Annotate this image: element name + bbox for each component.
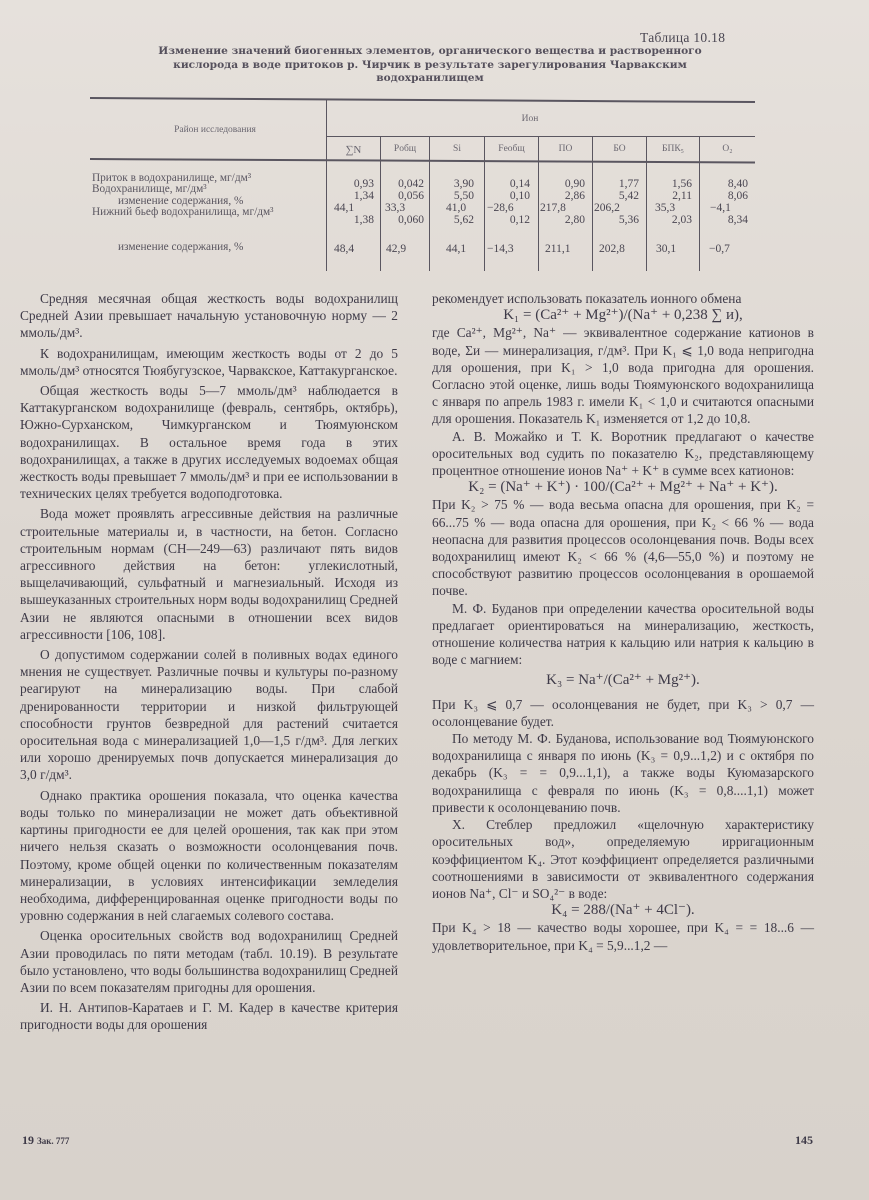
paragraph: рекомендует использовать показатель ионного обмена	[432, 291, 742, 306]
header-region: Район исследования	[174, 125, 256, 135]
table-top-rule	[90, 97, 755, 103]
table-header-mid-rule	[327, 136, 755, 137]
table-cell: −0,7	[709, 243, 730, 255]
row-label: Нижний бьеф водохранилища, мг/дм³	[92, 206, 274, 218]
table-cell: 211,1	[545, 243, 571, 255]
table-cell: 1,77	[618, 178, 639, 190]
table-cell: −28,6	[487, 202, 514, 214]
table-cell: 2,11	[672, 190, 692, 202]
table-cell: 2,03	[671, 214, 692, 226]
page-number: 145	[795, 1133, 813, 1147]
row-label: Водохранилище, мг/дм³	[92, 183, 207, 195]
row-label: изменение содержания, %	[118, 241, 244, 253]
table-cell: −14,3	[487, 243, 514, 255]
table-cell: 217,8	[540, 202, 566, 214]
paragraph: А. В. Можайко и Т. К. Воротник предлагают о качестве оросительных вод судить по показателю K₂, представляющему процентное отношение ионов Na⁺ + K⁺ в сумме всех катионов:	[432, 428, 814, 479]
table-cell: 44,1	[446, 243, 467, 255]
header-col-5: БО	[613, 144, 626, 154]
table-number: Таблица 10.18	[640, 30, 726, 45]
paragraph: Общая жесткость воды 5—7 ммоль/дм³ наблюдается в Каттакурганском водохранилище (февраль, сентябрь, октябрь), Южно-Сурханском, Чимкурганском и Тюямуюнском водохранилищах. В остальное время года в этих водохранилищах, а также в других исследуемых водоемах общая жесткость воды превышает 7 ммоль/дм³ и при ее использовании в технических целях требуется водоподготовка.	[20, 383, 398, 502]
paragraph: М. Ф. Буданов при определении качества оросительной воды предлагает ориентироваться на минерализацию, жесткость, отношение количества натрия к кальцию или натрия к кальцию в воде с магнием:	[432, 600, 814, 668]
paragraph: Оценка оросительных свойств вод водохранилищ Средней Азии проводилась по пяти методам (табл. 10.19). В результате было установлено, что воды большинства водохранилищ Средней Азии по всем показателям пригодны для орошения.	[20, 928, 398, 995]
paragraph: где Ca²⁺, Mg²⁺, Na⁺ — эквивалентное содержание катионов в воде, Σи — минерализация, г/дм³. При K₁ ⩽ 1,0 вода непригодна для орошения, при K₁ > 1,0 вода пригодна для орошения. Согласно этой оценке, лишь воды Тюямуюнского водохранилища с января по апрель 1983 г. имели K₁ < 1,0 и считаются опасными для орошения. Показатель K₁ изменяется от 1,2 до 10,8.	[432, 325, 814, 427]
header-col-7: O₂	[722, 144, 733, 154]
table-cell: 2,80	[564, 214, 585, 226]
table-caption: Изменение значений биогенных элементов, органического вещества и растворенного кислорода в воде притоков р. Чирчик в результате зарегулирования Чарвакским водохранилищем	[158, 45, 702, 84]
paragraph: Вода может проявлять агрессивные действия на различные строительные материалы и, в частности, на бетон. Согласно строительным нормам (СН—249—63) различают пять видов агрессивного действия на бетон: углекислотный, выщелачивающий, сульфатный и магнезиальный. Исходя из вышеуказанных строительных норм воды водохранилищ Средней Азии не являются опасными в отношении всех видов агрессивности [106, 108].	[20, 506, 398, 642]
formula-k3: K₃ = Na⁺/(Ca²⁺ + Mg²⁺).	[546, 672, 700, 689]
table-cell: 0,12	[509, 214, 530, 226]
table-cell: 30,1	[656, 243, 677, 255]
table-cell: 0,93	[353, 178, 374, 190]
paragraph: При K₃ ⩽ 0,7 — осолонцевания не будет, при K₃ > 0,7 — осолонцевание будет.	[432, 696, 814, 729]
table-cell: 0,10	[509, 190, 530, 202]
table-cell: 5,62	[453, 214, 474, 226]
header-col-6: БПК₅	[662, 144, 684, 154]
paragraph: Х. Стеблер предложил «щелочную характеристику оросительных вод», определяемую ирригационным коэффициентом K₄. Этот коэффициент определяется различными соотношениями в зависимости от эквивалентного содержания ионов Na⁺, Cl⁻ и SO₄²⁻ в воде:	[432, 817, 814, 901]
table-cell: 0,056	[398, 190, 424, 202]
right-text-column	[432, 290, 814, 954]
paragraph: О допустимом содержании солей в поливных водах единого мнения не существует. Различные почвы и культуры по-разному реагируют на минерализацию воды. При слабой дренированности территории и низкой фильтрующей способности грунтов безвредной для растений считается оросительная вода с минерализацией 1,0—1,5 г/дм³. Для легких или хорошо дренируемых почв допускается минерализация до 3,0 г/дм³.	[20, 647, 398, 783]
header-col-0: ∑N	[345, 144, 362, 156]
paragraph: При K₂ > 75 % — вода весьма опасна для орошения, при K₂ = 66...75 % — вода опасна для орошения, при K₂ < 66 % — вода неопасна для развития процессов осолонцевания почв. Воды всех водохранилищ имеют K₂ < 66 % (4,6—55,0 %) и поэтому не способствуют развитию процессов осолонцевания в орошаемой почве.	[432, 497, 814, 599]
table-cell: 5,50	[453, 190, 474, 202]
header-col-4: ПО	[558, 144, 573, 154]
col-divider	[380, 137, 381, 271]
table-stub-divider	[326, 99, 327, 271]
signature-number: 19	[22, 1133, 34, 1147]
row-label: Приток в водохранилище, мг/дм³	[92, 172, 252, 184]
formula-k4: K₄ = 288/(Na⁺ + 4Cl⁻).	[551, 902, 695, 919]
header-ion-group: Ион	[521, 114, 539, 124]
table-cell: 8,06	[727, 190, 748, 202]
col-divider	[484, 137, 485, 271]
col-divider	[699, 137, 700, 271]
row-label: изменение содержания, %	[118, 195, 244, 207]
table-cell: 0,060	[398, 214, 424, 226]
paragraph: Однако практика орошения показала, что оценка качества воды только по минерализации не может дать объективной картины пригодности ее для целей орошения, так как при этом ничего нельзя сказать о возможности осолонцевания почв. Поэтому, кроме общей оценки по количественным показателям минерализации, в условиях интенсификации земледелия необходима, дифференцированная оценке пригодности воды по уровню содержания в ней слагаемых солевого состава.	[20, 787, 398, 924]
header-col-3: Feобщ	[498, 144, 525, 154]
table-cell: 5,42	[618, 190, 639, 202]
table-cell: 33,3	[385, 202, 406, 214]
left-text-column	[20, 290, 398, 1034]
table-cell: 41,0	[446, 202, 467, 214]
table-cell: 1,34	[353, 190, 374, 202]
printer-signature	[22, 1133, 69, 1148]
col-divider	[646, 137, 647, 271]
table-cell: 0,042	[398, 178, 424, 190]
table-cell: 1,56	[671, 178, 692, 190]
header-col-2: Si	[453, 144, 461, 154]
table-cell: 206,2	[594, 202, 620, 214]
paragraph: И. Н. Антипов-Каратаев и Г. М. Кадер в качестве критерия пригодности воды для орошения	[20, 1000, 398, 1033]
table-cell: −4,1	[710, 202, 731, 214]
table-cell: 42,9	[386, 243, 407, 255]
table-cell: 44,1	[334, 202, 355, 214]
formula-k1: K₁ = (Ca²⁺ + Mg²⁺)/(Na⁺ + 0,238 ∑ и),	[503, 307, 743, 324]
col-divider	[429, 137, 430, 271]
paragraph: По методу М. Ф. Буданова, использование вод Тюямуюнского водохранилища с января по июнь (K₃ = 0,9...1,2) и с октября по декабрь (K₃ = = 0,9...1,1), а также воды Куюмазарского водохранилища с февраля по июнь (K₃ = 0,8....1,1) может привести к осолонцеванию почв.	[432, 731, 814, 815]
paragraph: К водохранилищам, имеющим жесткость воды от 2 до 5 ммоль/дм³ относятся Тюябугузское, Чарвакское, Каттакурганское.	[20, 345, 398, 378]
paragraph: При K₄ > 18 — качество воды хорошее, при K₄ = = 18...6 — удовлетворительное, при K₄ = 5,9...1,2 —	[432, 920, 814, 953]
table-header-bottom-rule	[90, 158, 755, 163]
table-cell: 8,40	[727, 178, 748, 190]
header-col-1: Pобщ	[393, 144, 417, 154]
formula-k2: K₂ = (Na⁺ + K⁺) · 100/(Ca²⁺ + Mg²⁺ + Na⁺ + K⁺).	[468, 479, 778, 496]
table-cell: 35,3	[655, 202, 676, 214]
table-cell: 2,86	[564, 190, 585, 202]
table-cell: 5,36	[618, 214, 639, 226]
paragraph: Средняя месячная общая жесткость воды водохранилищ Средней Азии превышает начальную установочную норму — 2 ммоль/дм³.	[20, 291, 398, 341]
table-cell: 202,8	[599, 243, 625, 255]
table-cell: 1,38	[353, 214, 374, 226]
table-cell: 48,4	[334, 243, 355, 255]
table-cell: 8,34	[727, 214, 748, 226]
table-cell: 0,14	[509, 178, 530, 190]
table-cell: 3,90	[453, 178, 474, 190]
order-number: Зак. 777	[37, 1136, 70, 1146]
table-cell: 0,90	[564, 178, 585, 190]
